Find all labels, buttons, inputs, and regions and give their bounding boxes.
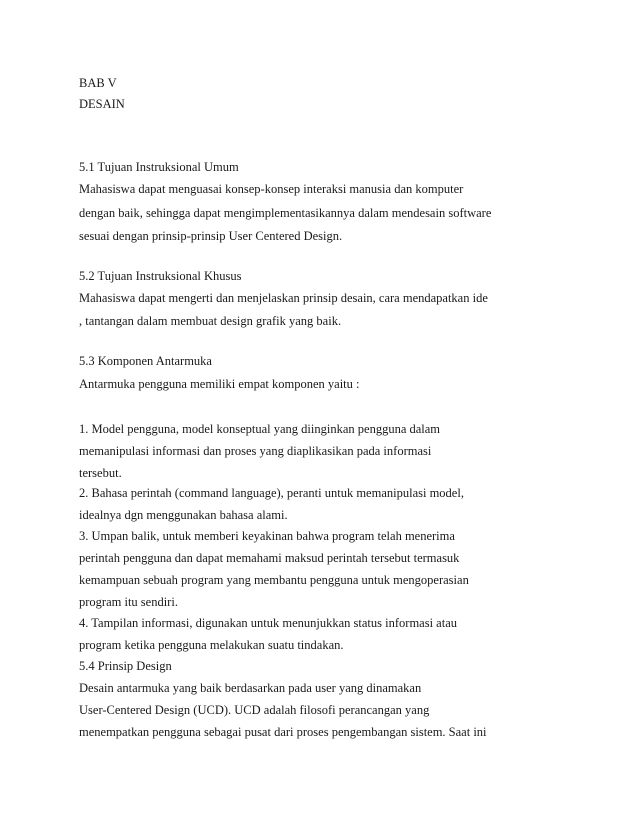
section-heading-5-1: 5.1 Tujuan Instruksional Umum	[79, 160, 239, 174]
paragraph-line: sesuai dengan prinsip-prinsip User Centered Design.	[79, 229, 343, 243]
list-line: perintah pengguna dan dapat memahami maksud perintah tersebut termasuk	[79, 551, 460, 565]
paragraph-line: Antarmuka pengguna memiliki empat komponen yaitu :	[79, 377, 360, 391]
list-line: 3. Umpan balik, untuk memberi keyakinan bahwa program telah menerima	[79, 529, 455, 543]
section-heading-5-2: 5.2 Tujuan Instruksional Khusus	[79, 269, 242, 283]
section-heading-5-3: 5.3 Komponen Antarmuka	[79, 354, 212, 368]
list-line: 2. Bahasa perintah (command language), peranti untuk memanipulasi model,	[79, 486, 464, 500]
paragraph-line: User-Centered Design (UCD). UCD adalah filosofi perancangan yang	[79, 703, 430, 717]
paragraph-line: dengan baik, sehingga dapat mengimplementasikannya dalam mendesain software	[79, 206, 492, 220]
list-line: program ketika pengguna melakukan suatu tindakan.	[79, 638, 344, 652]
paragraph-line: Mahasiswa dapat mengerti dan menjelaskan prinsip desain, cara mendapatkan ide	[79, 291, 488, 305]
list-line: 4. Tampilan informasi, digunakan untuk menunjukkan status informasi atau	[79, 616, 457, 630]
paragraph-line: Mahasiswa dapat menguasai konsep-konsep interaksi manusia dan komputer	[79, 182, 464, 196]
list-line: 1. Model pengguna, model konseptual yang diinginkan pengguna dalam	[79, 422, 441, 436]
list-line: memanipulasi informasi dan proses yang diaplikasikan pada informasi	[79, 444, 432, 458]
chapter-label: BAB V	[79, 76, 117, 90]
list-line: tersebut.	[79, 466, 122, 480]
section-heading-5-4: 5.4 Prinsip Design	[79, 659, 172, 673]
list-line: kemampuan sebuah program yang membantu pengguna untuk mengoperasian	[79, 573, 469, 587]
paragraph-line: Desain antarmuka yang baik berdasarkan pada user yang dinamakan	[79, 681, 422, 695]
list-line: program itu sendiri.	[79, 595, 178, 609]
list-line: idealnya dgn menggunakan bahasa alami.	[79, 508, 288, 522]
chapter-title: DESAIN	[79, 97, 125, 111]
paragraph-line: menempatkan pengguna sebagai pusat dari proses pengembangan sistem. Saat ini	[79, 725, 487, 739]
paragraph-line: , tantangan dalam membuat design grafik yang baik.	[79, 314, 342, 328]
